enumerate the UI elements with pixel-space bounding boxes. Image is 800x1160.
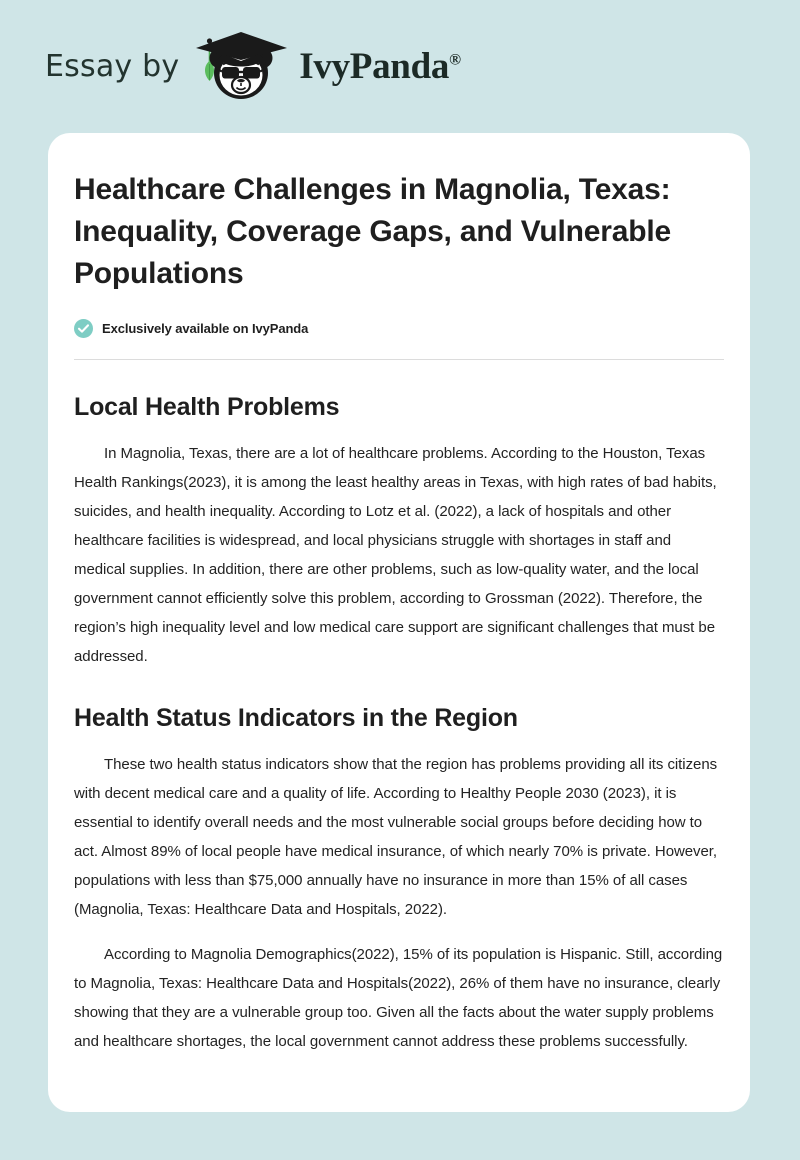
exclusivity-badge bbox=[74, 319, 724, 338]
section-heading-local-health-problems: Local Health Problems bbox=[74, 393, 340, 421]
check-circle-icon bbox=[74, 319, 93, 338]
paragraph: According to Magnolia Demographics(2022), 15% of its population is Hispanic. Still, according to Magnolia, Texas: Healthcare Data and Hospitals(2022), 26% of them have no insurance, clearly showing that they are a vulnerable group too. Given all the facts about the water supply problems and healthcare shortages, the local government cannot address these problems successfully. bbox=[74, 946, 723, 1050]
brand-wordmark bbox=[299, 45, 460, 88]
ivypanda-logo[interactable] bbox=[195, 28, 460, 106]
brand-header bbox=[0, 0, 800, 133]
page-title: Healthcare Challenges in Magnolia, Texas: Inequality, Coverage Gaps, and Vulnerable Populations bbox=[74, 173, 671, 290]
header-divider bbox=[74, 359, 724, 360]
paragraph: In Magnolia, Texas, there are a lot of healthcare problems. According to the Houston, Texas Health Rankings(2023), it is among the least healthy areas in Texas, with high rates of bad habits, suicides, and health inequality. According to Lotz et al. (2022), a lack of hospitals and other healthcare facilities is widespread, and local physicians struggle with shortages in staff and medical supplies. In addition, there are other problems, such as low-quality water, and the local government cannot efficiently solve this problem, according to Grossman (2022). Therefore, the region’s high inequality level and low medical care support are significant challenges that must be addressed. bbox=[74, 445, 717, 665]
section-heading-health-status-indicators: Health Status Indicators in the Region bbox=[74, 704, 518, 732]
essay-card bbox=[48, 133, 750, 1112]
essay-by-label: Essay by bbox=[45, 49, 180, 84]
brand-name-text: IvyPanda bbox=[299, 46, 450, 87]
exclusivity-badge-label: Exclusively available on IvyPanda bbox=[102, 321, 309, 336]
paragraph: These two health status indicators show that the region has problems providing all its citizens with decent medical care and a quality of life. According to Healthy People 2030 (2023), it is essential to identify overall needs and the most vulnerable social groups before deciding how to act. Almost 89% of local people have medical insurance, of which nearly 70% is private. However, populations with less than $75,000 annually have no insurance in more than 15% of all cases (Magnolia, Texas: Healthcare Data and Hospitals, 2022). bbox=[74, 756, 718, 918]
registered-trademark-icon: ® bbox=[449, 51, 461, 69]
panda-graduate-icon bbox=[195, 28, 295, 106]
